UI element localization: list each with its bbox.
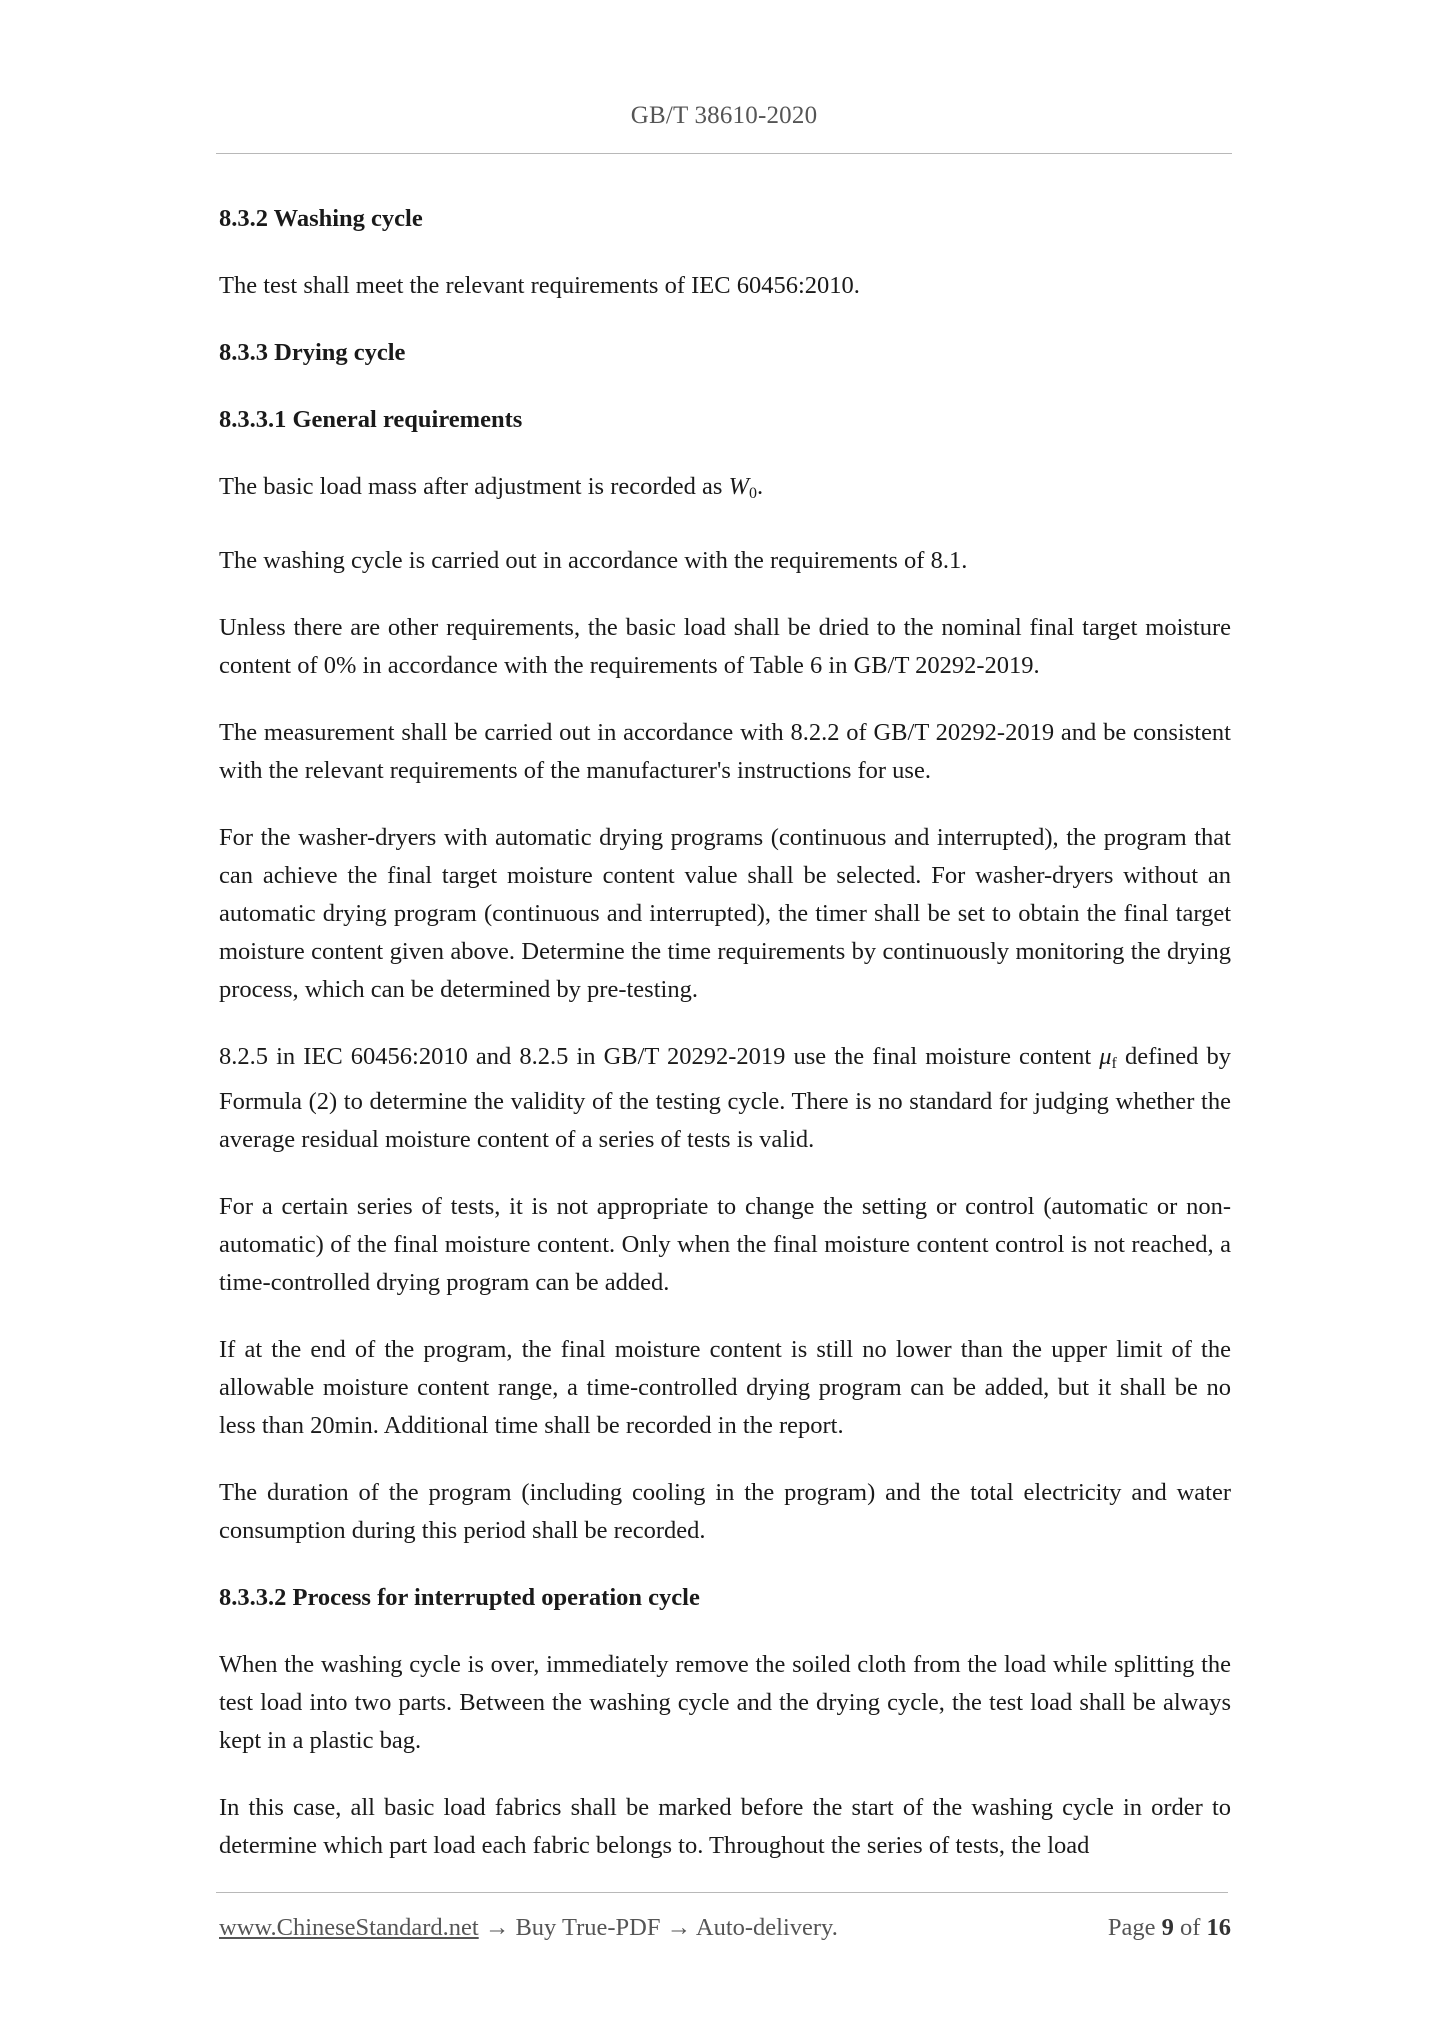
variable-mu: μ (1099, 1043, 1112, 1070)
page-header: GB/T 38610-2020 (630, 102, 818, 129)
heading-8-3-3-2: 8.3.3.2 Process for interrupted operation cycle (219, 1584, 700, 1611)
header-divider (216, 153, 1232, 154)
page-number (1108, 1914, 1231, 1942)
heading-8-3-3-1: 8.3.3.1 General requirements (219, 406, 523, 433)
arrow-right-icon: → (660, 1914, 696, 1941)
paragraph-basic-load-mass (219, 468, 1231, 513)
text: . (756, 473, 764, 500)
paragraph: The duration of the program (including cooling in the program) and the total electricity and water consumption during this period shall be recorded. (219, 1479, 1231, 1544)
paragraph: The test shall meet the relevant requirements of IEC 60456:2010. (219, 272, 860, 299)
current-page: 9 (1161, 1914, 1174, 1941)
variable-w: W (728, 473, 749, 500)
page-label: Page (1107, 1914, 1156, 1941)
paragraph: The measurement shall be carried out in accordance with 8.2.2 of GB/T 20292-2019 and be consistent with the relevant requirements of the manufacturer's instructions for use. (219, 719, 1231, 784)
paragraph: Unless there are other requirements, the basic load shall be dried to the nominal final target moisture content of 0% in accordance with the requirements of Table 6 in GB/T 20292-2019. (219, 614, 1231, 679)
page-footer (219, 1914, 1231, 1950)
paragraph: For the washer-dryers with automatic drying programs (continuous and interrupted), the program that can achieve the final target moisture content value shall be selected. For washer-dryers without an automatic drying program (continuous and interrupted), the timer shall be set to obtain the final target moisture content given above. Determine the time requirements by continuously monitoring the drying process, which can be determined by pre-testing. (219, 824, 1231, 1003)
subscript: f (1111, 1055, 1117, 1072)
page-content (219, 200, 1231, 1865)
footer-promo (219, 1914, 838, 1942)
of-label: of (1179, 1914, 1201, 1941)
footer-buy-text: Buy True-PDF (515, 1914, 661, 1941)
text: defined by Formula (2) to determine the validity of the testing cycle. There is no standard for judging whether the average residual moisture content of a series of tests is valid. (219, 1043, 1231, 1153)
paragraph: The washing cycle is carried out in accordance with the requirements of 8.1. (219, 547, 968, 574)
heading-8-3-3: 8.3.3 Drying cycle (219, 339, 406, 366)
arrow-right-icon: → (478, 1914, 516, 1941)
text: 8.2.5 in IEC 60456:2010 and 8.2.5 in GB/T 20292-2019 use the final moisture content (219, 1043, 1100, 1070)
paragraph: When the washing cycle is over, immediately remove the soiled cloth from the load while splitting the test load into two parts. Between the washing cycle and the drying cycle, the test load shall be always kept in a plastic bag. (219, 1651, 1231, 1754)
paragraph-final-moisture (219, 1038, 1231, 1159)
subscript: 0 (748, 485, 757, 502)
footer-delivery-text: Auto-delivery. (695, 1914, 838, 1941)
website-link[interactable]: www.ChineseStandard.net (219, 1914, 479, 1941)
heading-8-3-2: 8.3.2 Washing cycle (219, 205, 423, 232)
total-pages: 16 (1206, 1914, 1231, 1941)
paragraph: In this case, all basic load fabrics shall be marked before the start of the washing cycle in order to determine which part load each fabric belongs to. Throughout the series of tests, the load (219, 1794, 1231, 1859)
paragraph: For a certain series of tests, it is not appropriate to change the setting or control (automatic or non-automatic) of the final moisture content. Only when the final moisture content control is not reached, a time-controlled drying program can be added. (219, 1193, 1231, 1296)
footer-divider (216, 1892, 1228, 1893)
paragraph: If at the end of the program, the final moisture content is still no lower than the upper limit of the allowable moisture content range, a time-controlled drying program can be added, but it shall be no less than 20min. Additional time shall be recorded in the report. (219, 1336, 1231, 1439)
text: The basic load mass after adjustment is recorded as (219, 473, 729, 500)
